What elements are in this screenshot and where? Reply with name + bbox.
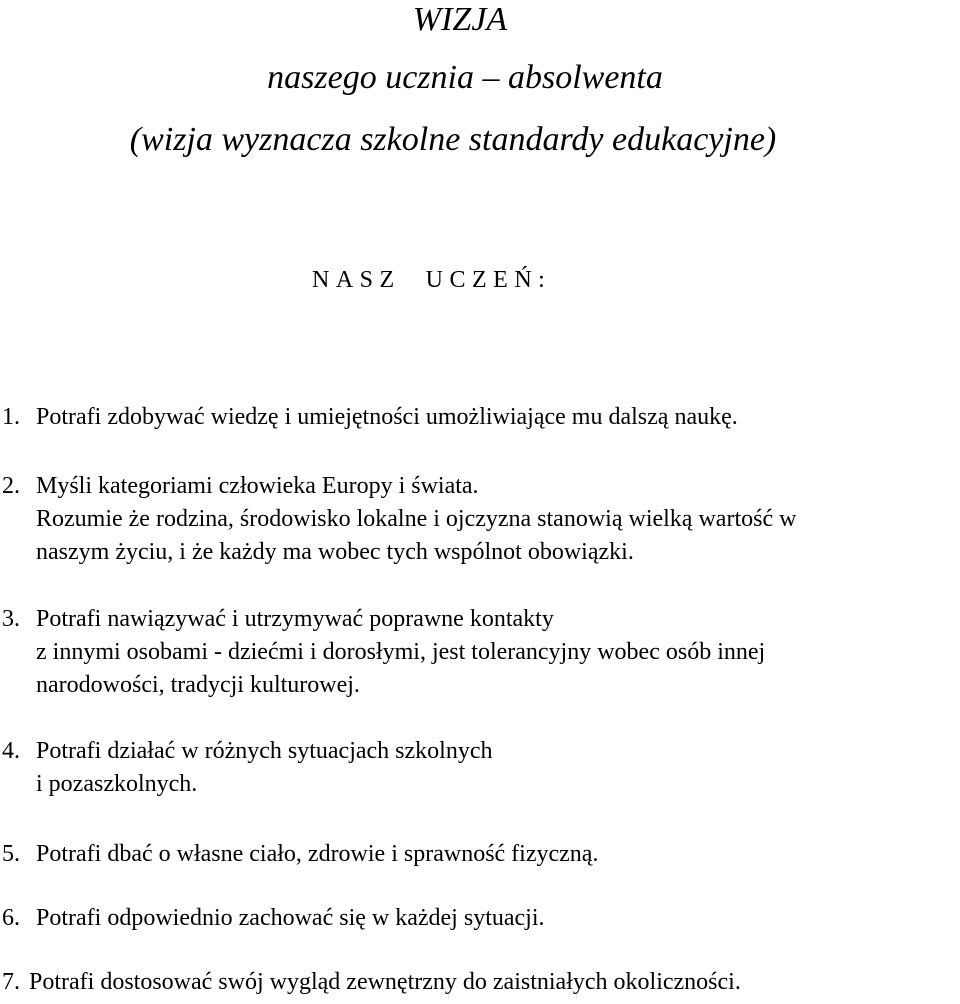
title-line-2: naszego ucznia – absolwenta [267, 59, 663, 96]
item-text-line: Potrafi dbać o własne ciało, zdrowie i sprawność fizyczną. [36, 841, 599, 867]
item-number: 5. [2, 841, 20, 867]
item-number: 1. [2, 404, 20, 430]
title-line-1: WIZJA [412, 1, 508, 38]
item-number: 2. [2, 473, 20, 499]
list-item-1 [2, 401, 738, 434]
list-item-2 [2, 470, 796, 569]
list-item-4 [2, 735, 493, 801]
subheading: NASZ UCZEŃ: [312, 267, 552, 293]
list-item-3 [2, 603, 765, 702]
item-number: 3. [2, 606, 20, 632]
list-item-5 [2, 838, 598, 871]
item-text-line: z innymi osobami - dziećmi i dorosłymi, jest tolerancyjny wobec osób innej [36, 639, 766, 665]
list-item-6 [2, 902, 545, 935]
item-text-line: Myśli kategoriami człowieka Europy i świata. [36, 473, 479, 499]
item-text-line: Potrafi odpowiednio zachować się w każdej sytuacji. [36, 905, 545, 931]
item-number: 7. [2, 969, 20, 995]
item-text-line: narodowości, tradycji kulturowej. [36, 672, 360, 698]
item-number: 4. [2, 738, 20, 764]
item-text-line: Potrafi dostosować swój wygląd zewnętrzny do zaistniałych okoliczności. [29, 969, 741, 995]
item-text-line: naszym życiu, i że każdy ma wobec tych wspólnot obowiązki. [36, 539, 634, 565]
item-text-line: Potrafi nawiązywać i utrzymywać poprawne kontakty [36, 606, 554, 632]
item-text-line: Potrafi działać w różnych sytuacjach szkolnych [36, 738, 493, 764]
item-text-line: i pozaszkolnych. [36, 771, 198, 797]
item-number: 6. [2, 905, 20, 931]
title-line-3: (wizja wyznacza szkolne standardy edukacyjne) [129, 121, 777, 158]
item-text-line: Rozumie że rodzina, środowisko lokalne i ojczyzna stanowią wielką wartość w [36, 506, 797, 532]
list-item-7 [2, 966, 741, 999]
item-text-line: Potrafi zdobywać wiedzę i umiejętności umożliwiające mu dalszą naukę. [36, 404, 738, 430]
